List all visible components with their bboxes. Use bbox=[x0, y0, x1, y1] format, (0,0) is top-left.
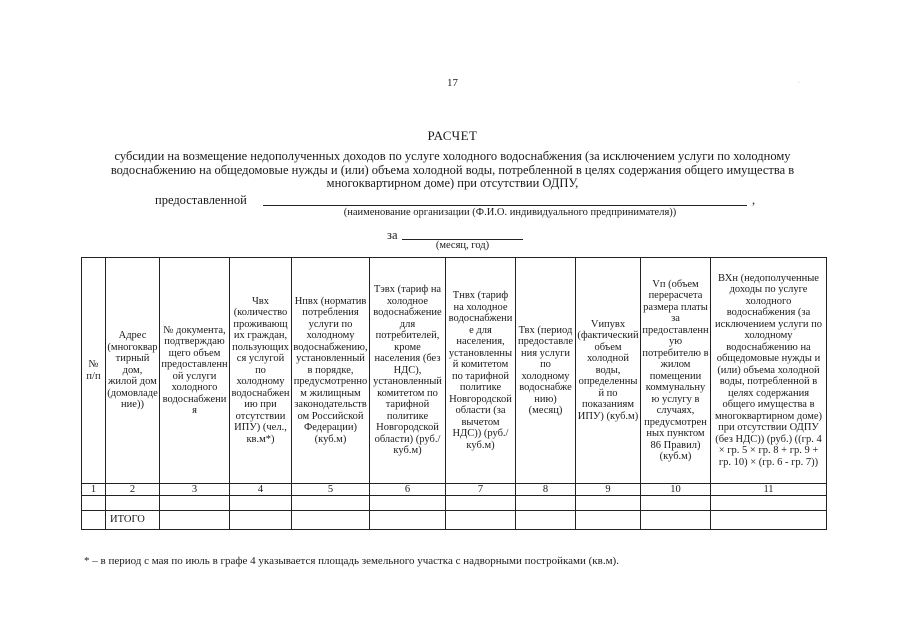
table-cell bbox=[446, 496, 516, 511]
column-number-row bbox=[82, 484, 827, 496]
calculation-table bbox=[81, 257, 827, 530]
column-number: 8 bbox=[516, 484, 576, 496]
header-cell: Тнвх (тариф на холодное водоснабжение для населения, установленный комитетом по тарифной политике Новгородской области (за вычетом НДС)) (руб./куб.м) bbox=[446, 258, 516, 484]
document-subtitle: субсидии на возмещение недополученных доходов по услуге холодного водоснабжения (за исключением услуги по холодному водоснабжению на общедомовые нужды и (или) объема холодной воды, потребленной в целях содержания общего имущества в многоквартирном доме) при отсутствии ОДПУ, bbox=[110, 149, 795, 190]
table-cell bbox=[230, 511, 292, 530]
header-cell: № п/п bbox=[82, 258, 106, 484]
document-title: РАСЧЕТ bbox=[427, 128, 478, 143]
provided-comma: , bbox=[752, 193, 756, 207]
table-cell bbox=[516, 511, 576, 530]
table-cell bbox=[641, 496, 711, 511]
header-cell: Vипувх (фактический объем холодной воды, определенный по показаниям ИПУ) (куб.м) bbox=[576, 258, 641, 484]
table-cell bbox=[641, 511, 711, 530]
table-cell bbox=[516, 496, 576, 511]
table-cell bbox=[292, 496, 370, 511]
table-cell bbox=[106, 496, 160, 511]
table-cell bbox=[370, 496, 446, 511]
header-cell: Тэвх (тариф на холодное водоснабжение для потребителей, кроме населения (без НДС), установленный комитетом по тарифной политике Новгородской области) (руб./куб.м) bbox=[370, 258, 446, 484]
table-cell bbox=[576, 496, 641, 511]
table-cell bbox=[82, 511, 106, 530]
column-number: 9 bbox=[576, 484, 641, 496]
total-label: ИТОГО bbox=[106, 511, 160, 530]
column-number: 4 bbox=[230, 484, 292, 496]
header-cell: Vп (объем перерасчета размера платы за предоставленную потребителю в жилом помещении коммунальную услугу в случаях, предусмотренных пунктом 86 Правил) (куб.м) bbox=[641, 258, 711, 484]
table-cell bbox=[160, 511, 230, 530]
period-hint: (месяц, год) bbox=[435, 240, 490, 251]
table-cell bbox=[292, 511, 370, 530]
provided-hint: (наименование организации (Ф.И.О. индивидуального предпринимателя)) bbox=[343, 207, 677, 218]
column-number: 5 bbox=[292, 484, 370, 496]
column-number: 11 bbox=[711, 484, 827, 496]
table-cell bbox=[576, 511, 641, 530]
table-cell bbox=[446, 511, 516, 530]
table-cell bbox=[160, 496, 230, 511]
column-number: 1 bbox=[82, 484, 106, 496]
column-number: 10 bbox=[641, 484, 711, 496]
header-cell: № документа, подтверждающего объем предоставленной услуги холодного водоснабжения bbox=[160, 258, 230, 484]
page-number: 17 bbox=[447, 77, 458, 89]
column-number: 6 bbox=[370, 484, 446, 496]
scan-speck: · bbox=[798, 80, 800, 86]
total-row bbox=[82, 511, 827, 530]
table-cell bbox=[82, 496, 106, 511]
header-cell: Чвх (количество проживающих граждан, пользующихся услугой по холодному водоснабжению при отсутствии ИПУ) (чел., кв.м*) bbox=[230, 258, 292, 484]
table-cell bbox=[711, 496, 827, 511]
footnote: * – в период с мая по июль в графе 4 указывается площадь земельного участка с надворными постройками (кв.м). bbox=[84, 555, 619, 567]
empty-data-row bbox=[82, 496, 827, 511]
provided-fill-line bbox=[263, 205, 747, 206]
column-number: 2 bbox=[106, 484, 160, 496]
provided-label: предоставленной bbox=[155, 193, 247, 207]
table-cell bbox=[711, 511, 827, 530]
header-cell: Адрес (многоквартирный дом, жилой дом (домовладение)) bbox=[106, 258, 160, 484]
column-number: 7 bbox=[446, 484, 516, 496]
header-row bbox=[82, 258, 827, 484]
header-cell: Твх (период предоставления услуги по холодному водоснабжению) (месяц) bbox=[516, 258, 576, 484]
period-label: за bbox=[387, 228, 398, 242]
table-cell bbox=[230, 496, 292, 511]
table-cell bbox=[370, 511, 446, 530]
header-cell: Нпвх (норматив потребления услуги по холодному водоснабжению, установленный в порядке, предусмотренном жилищным законодательством Российской Федерации) (куб.м) bbox=[292, 258, 370, 484]
header-cell: ВХн (недополученные доходы по услуге холодного водоснабжения (за исключением услуги по холодному водоснабжению на общедомовые нужды и (или) объема холодной воды, потребленной в целях содержания общего имущества в многоквартирном доме) при отсутствии ОДПУ (без НДС)) (руб.) ((гр. 4 × гр. 5 × гр. 8 + гр. 9 + гр. 10) × (гр. 6 - гр. 7)) bbox=[711, 258, 827, 484]
column-number: 3 bbox=[160, 484, 230, 496]
